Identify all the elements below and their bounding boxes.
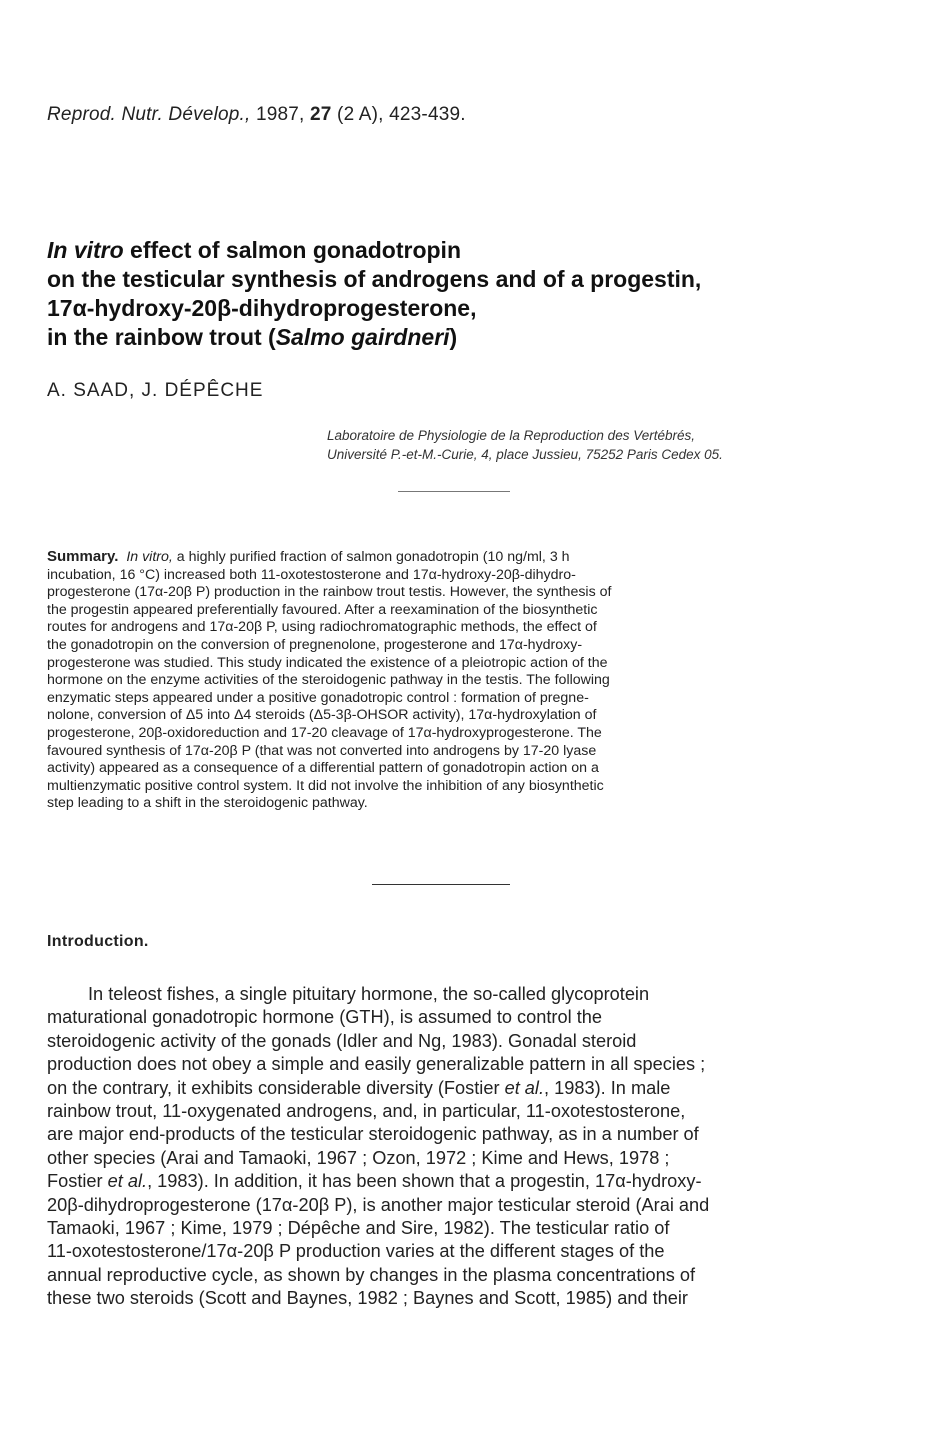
affiliation-line-2: Université P.-et-M.-Curie, 4, place Jussieu, 75252 Paris Cedex 05. — [327, 447, 723, 462]
summary-abstract — [47, 548, 885, 813]
summary-line: hormone on the enzyme activities of the steroidogenic pathway in the testis. The following — [47, 672, 610, 689]
body-line: rainbow trout, 11-oxygenated androgens, and, in particular, 11-oxotestosterone, — [47, 1101, 686, 1122]
author-list: A. SAAD, J. DÉPÊCHE — [47, 380, 264, 401]
summary-line: multienzymatic positive control system. It did not involve the inhibition of any biosynthetic — [47, 777, 604, 794]
body-line: these two steroids (Scott and Baynes, 1982 ; Baynes and Scott, 1985) and their — [47, 1288, 688, 1309]
citation-issue-pages: (2 A), 423-439. — [337, 104, 466, 125]
article-title — [47, 236, 887, 352]
body-line-text: on the contrary, it exhibits considerable diversity (Fostier — [47, 1077, 505, 1098]
body-line: steroidogenic activity of the gonads (Idler and Ng, 1983). Gonadal steroid — [47, 1030, 637, 1051]
body-line-text: Fostier — [47, 1171, 108, 1192]
summary-line: favoured synthesis of 17α-20β P (that was not converted into androgens by 17-20 lyase — [47, 742, 597, 759]
title-italic-in-vitro: In vitro — [47, 237, 124, 263]
section-heading-introduction: Introduction. — [47, 933, 149, 950]
body-line: 11-oxotestosterone/17α-20β P production varies at the different stages of the — [47, 1241, 665, 1262]
body-line-text: , 1983). In addition, it has been shown that a progestin, 17α-hydroxy- — [147, 1171, 702, 1192]
summary-line: progesterone (17α-20β P) production in the rainbow trout testis. However, the synthesis of — [47, 584, 612, 601]
title-line-4 — [47, 323, 887, 352]
summary-first-line-text: a highly purified fraction of salmon gonadotropin (10 ng/ml, 3 h — [172, 549, 570, 565]
citation-volume: 27 — [310, 104, 332, 125]
summary-line: routes for androgens and 17α-20β P, using radiochromatographic methods, the effect of — [47, 619, 597, 636]
title-line-3: 17α-hydroxy-20β-dihydroprogesterone, — [47, 295, 477, 321]
et-al: et al. — [504, 1077, 545, 1098]
journal-name: Reprod. Nutr. Dévelop., — [47, 104, 251, 125]
summary-line: incubation, 16 °C) increased both 11-oxotestosterone and 17α-hydroxy-20β-dihydro- — [47, 566, 576, 583]
title-species-name: Salmo gairdneri — [275, 324, 450, 350]
journal-citation — [47, 104, 466, 126]
body-line: Tamaoki, 1967 ; Kime, 1979 ; Dépêche and Sire, 1982). The testicular ratio of — [47, 1218, 670, 1239]
body-line: production does not obey a simple and easily generalizable pattern in all species ; — [47, 1054, 706, 1075]
summary-line: progesterone, 20β-oxidoreduction and 17-20 cleavage of 17α-hydroxyprogesterone. The — [47, 724, 602, 741]
body-line: 20β-dihydroprogesterone (17α-20β P), is another major testicular steroid (Arai and — [47, 1194, 710, 1215]
body-line: maturational gonadotropic hormone (GTH), is assumed to control the — [47, 1007, 602, 1028]
affiliation — [327, 426, 887, 464]
divider-rule — [398, 491, 510, 492]
title-line-1 — [47, 236, 887, 265]
summary-line: enzymatic steps appeared under a positive gonadotropic control : formation of pregne- — [47, 689, 589, 706]
body-line — [47, 1170, 885, 1193]
divider-rule — [372, 884, 510, 885]
affiliation-line-1: Laboratoire de Physiologie de la Reproduction des Vertébrés, — [327, 428, 695, 443]
summary-in-vitro: In vitro, — [126, 549, 173, 565]
summary-line: step leading to a shift in the steroidogenic pathway. — [47, 795, 368, 812]
body-line-text: , 1983). In male — [544, 1077, 671, 1098]
body-line: In teleost fishes, a single pituitary hormone, the so-called glycoprotein — [88, 984, 650, 1004]
body-line — [47, 1077, 885, 1100]
citation-year: 1987, — [255, 104, 305, 125]
body-line: annual reproductive cycle, as shown by changes in the plasma concentrations of — [47, 1264, 696, 1285]
title-line-4-suffix: ) — [449, 324, 458, 350]
summary-label: Summary. — [47, 548, 119, 565]
body-line: other species (Arai and Tamaoki, 1967 ; Ozon, 1972 ; Kime and Hews, 1978 ; — [47, 1147, 670, 1168]
summary-line: nolone, conversion of Δ5 into Δ4 steroids (Δ5-3β-OHSOR activity), 17α-hydroxylation of — [47, 707, 597, 724]
introduction-body — [47, 983, 885, 1311]
summary-line — [47, 548, 885, 567]
et-al: et al. — [107, 1171, 148, 1192]
title-line-4-prefix: in the rainbow trout ( — [47, 324, 276, 350]
summary-line: the gonadotropin on the conversion of pregnenolone, progesterone and 17α-hydroxy- — [47, 636, 583, 653]
title-line-1-text: effect of salmon gonadotropin — [123, 237, 462, 263]
summary-line: activity) appeared as a consequence of a differential pattern of gonadotropin action on a — [47, 760, 599, 777]
title-line-2: on the testicular synthesis of androgens and of a progestin, — [47, 266, 702, 292]
body-line: are major end-products of the testicular steroidogenic pathway, as in a number of — [47, 1124, 699, 1145]
summary-line: the progestin appeared preferentially favoured. After a reexamination of the biosynthetic — [47, 601, 598, 618]
summary-line: progesterone was studied. This study indicated the existence of a pleiotropic action of the — [47, 654, 608, 671]
